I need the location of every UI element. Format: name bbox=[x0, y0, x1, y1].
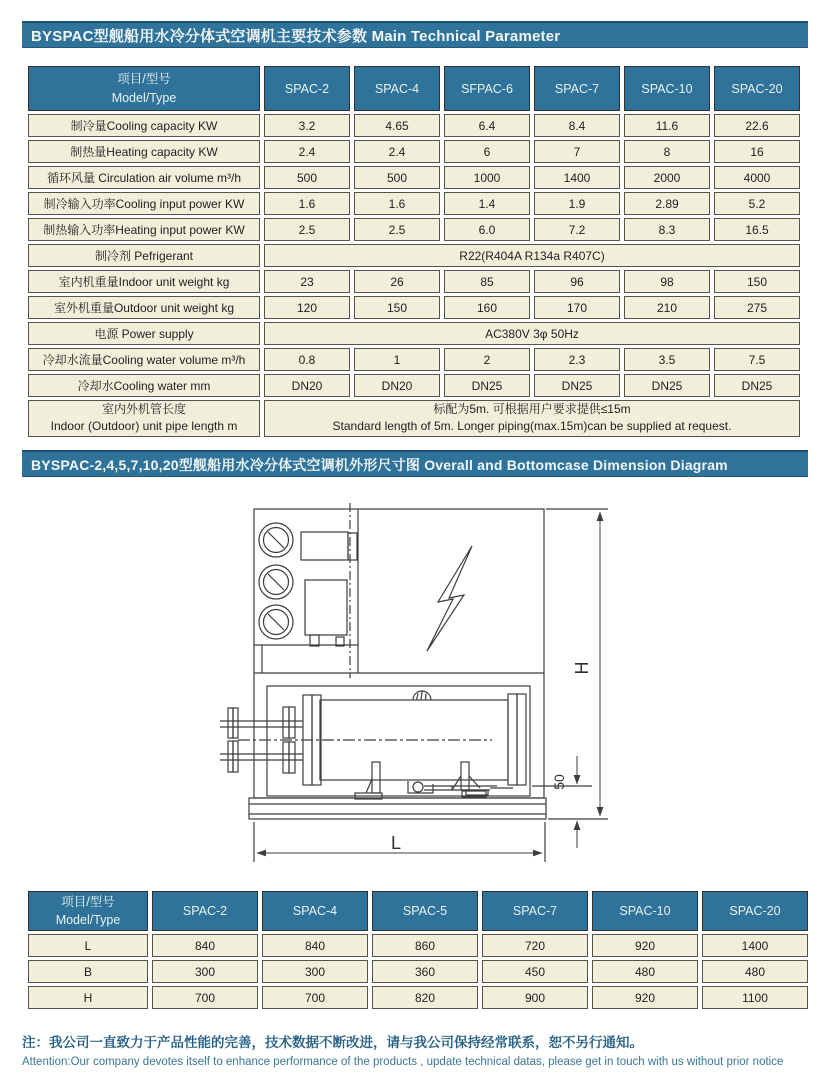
table-row bbox=[28, 400, 800, 437]
cell: 6.0 bbox=[444, 218, 530, 241]
cell: 500 bbox=[264, 166, 350, 189]
table-header-row bbox=[28, 66, 800, 111]
model-header: SPAC-4 bbox=[354, 66, 440, 111]
row-label: B bbox=[28, 960, 148, 983]
row-label: 制冷量Cooling capacity KW bbox=[28, 114, 260, 137]
cell: 1 bbox=[354, 348, 440, 371]
cabinet-outline bbox=[220, 503, 608, 862]
cell: 920 bbox=[592, 934, 698, 957]
pipe-length-value-en: Standard length of 5m. Longer piping(max.15m)can be supplied at request. bbox=[332, 419, 732, 434]
pipe-length-label-zh: 室内外机管长度 bbox=[101, 402, 186, 416]
pressure-gauges-icon bbox=[259, 523, 293, 639]
table-row bbox=[28, 270, 800, 293]
cell: 4.65 bbox=[354, 114, 440, 137]
table-row bbox=[28, 140, 800, 163]
cell: 2.89 bbox=[624, 192, 710, 215]
cell: 920 bbox=[592, 986, 698, 1009]
corner-line1: 项目/型号 bbox=[61, 894, 115, 909]
cell: DN20 bbox=[354, 374, 440, 397]
model-header: SPAC-7 bbox=[482, 891, 588, 931]
corner-line2: Model/Type bbox=[55, 913, 121, 927]
cell: 7.2 bbox=[534, 218, 620, 241]
row-label: 制冷剂 Pefrigerant bbox=[28, 244, 260, 267]
dim-label-L: L bbox=[390, 833, 402, 853]
cell: DN25 bbox=[444, 374, 530, 397]
row-label: H bbox=[28, 986, 148, 1009]
cell: 1400 bbox=[702, 934, 808, 957]
cell: 275 bbox=[714, 296, 800, 319]
row-label: 制热输入功率Heating input power KW bbox=[28, 218, 260, 241]
cell: 700 bbox=[262, 986, 368, 1009]
cell: 2.3 bbox=[534, 348, 620, 371]
row-label: 电源 Power supply bbox=[28, 322, 260, 345]
cell: 300 bbox=[152, 960, 258, 983]
cell: 3.5 bbox=[624, 348, 710, 371]
dim-label-50: 50 bbox=[551, 774, 567, 790]
cell: 360 bbox=[372, 960, 478, 983]
model-header: SPAC-5 bbox=[372, 891, 478, 931]
cell: 150 bbox=[354, 296, 440, 319]
cell: 840 bbox=[152, 934, 258, 957]
cell: 700 bbox=[152, 986, 258, 1009]
cell: 860 bbox=[372, 934, 478, 957]
pipe-length-value-zh: 标配为5m. 可根据用户要求提供≤15m bbox=[433, 402, 631, 416]
cell: 0.8 bbox=[264, 348, 350, 371]
section1-title-bar bbox=[22, 21, 808, 48]
table-header-row bbox=[28, 891, 808, 931]
cell: 1.6 bbox=[354, 192, 440, 215]
cell: 120 bbox=[264, 296, 350, 319]
cell: 16.5 bbox=[714, 218, 800, 241]
model-header: SPAC-20 bbox=[702, 891, 808, 931]
cell: 2000 bbox=[624, 166, 710, 189]
cell: 11.6 bbox=[624, 114, 710, 137]
cell: 8.3 bbox=[624, 218, 710, 241]
cell: 16 bbox=[714, 140, 800, 163]
cell: 5.2 bbox=[714, 192, 800, 215]
cell: 23 bbox=[264, 270, 350, 293]
cell: 300 bbox=[262, 960, 368, 983]
span-cell bbox=[264, 400, 800, 437]
cell: 480 bbox=[592, 960, 698, 983]
model-header: SPAC-2 bbox=[264, 66, 350, 111]
row-label: L bbox=[28, 934, 148, 957]
corner-line1: 项目/型号 bbox=[117, 72, 171, 87]
cell: 500 bbox=[354, 166, 440, 189]
cell: 6.4 bbox=[444, 114, 530, 137]
table-row bbox=[28, 960, 808, 983]
cell: DN25 bbox=[624, 374, 710, 397]
row-label: 室内机重量Indoor unit weight kg bbox=[28, 270, 260, 293]
model-header: SFPAC-6 bbox=[444, 66, 530, 111]
cell: 840 bbox=[262, 934, 368, 957]
table-row bbox=[28, 986, 808, 1009]
cell: 98 bbox=[624, 270, 710, 293]
cell: 4000 bbox=[714, 166, 800, 189]
cell: 6 bbox=[444, 140, 530, 163]
cell: 96 bbox=[534, 270, 620, 293]
section2-title-bar bbox=[22, 450, 808, 477]
corner-header-cell bbox=[28, 891, 148, 931]
table-row bbox=[28, 322, 800, 345]
row-label: 循环风量 Circulation air volume m³/h bbox=[28, 166, 260, 189]
cell: 22.6 bbox=[714, 114, 800, 137]
lightning-bolt-icon bbox=[427, 546, 472, 651]
cell: 820 bbox=[372, 986, 478, 1009]
cell: 1100 bbox=[702, 986, 808, 1009]
cell: 8.4 bbox=[534, 114, 620, 137]
model-header: SPAC-10 bbox=[592, 891, 698, 931]
table-row bbox=[28, 166, 800, 189]
model-header: SPAC-10 bbox=[624, 66, 710, 111]
cell: 7 bbox=[534, 140, 620, 163]
dimension-table bbox=[24, 888, 812, 1012]
section1-title: BYSPAC型舰船用水冷分体式空调机主要技术参数 Main Technical Parameter bbox=[31, 28, 561, 45]
unit-outline-drawing bbox=[210, 488, 640, 878]
corner-header-cell bbox=[28, 66, 260, 111]
cell: 85 bbox=[444, 270, 530, 293]
row-label: 冷却水Cooling water mm bbox=[28, 374, 260, 397]
section2-title: BYSPAC-2,4,5,7,10,20型舰船用水冷分体式空调机外形尺寸图 Overall and Bottomcase Dimension Diagram bbox=[31, 457, 728, 473]
table-row bbox=[28, 192, 800, 215]
dim-label-H: H bbox=[572, 661, 592, 675]
cell: 1.4 bbox=[444, 192, 530, 215]
cell: 7.5 bbox=[714, 348, 800, 371]
table-row bbox=[28, 296, 800, 319]
footer-note bbox=[22, 1034, 828, 1071]
corner-line2: Model/Type bbox=[111, 90, 177, 105]
main-technical-parameter-table bbox=[24, 63, 804, 440]
cell: 2.5 bbox=[354, 218, 440, 241]
model-header: SPAC-20 bbox=[714, 66, 800, 111]
table-row bbox=[28, 244, 800, 267]
footer-note-zh: 注：我公司一直致力于产品性能的完善，技术数据不断改进，请与我公司保持经常联系，恕不另行通知。 bbox=[22, 1035, 643, 1050]
cell: 720 bbox=[482, 934, 588, 957]
cell: 160 bbox=[444, 296, 530, 319]
cell: 2.5 bbox=[264, 218, 350, 241]
row-label: 制热量Heating capacity KW bbox=[28, 140, 260, 163]
cell: 1400 bbox=[534, 166, 620, 189]
table-row bbox=[28, 348, 800, 371]
dimension-diagram bbox=[210, 488, 640, 878]
row-label: 冷却水流量Cooling water volume m³/h bbox=[28, 348, 260, 371]
cell: DN25 bbox=[534, 374, 620, 397]
cell: 170 bbox=[534, 296, 620, 319]
cell: 2.4 bbox=[354, 140, 440, 163]
model-header: SPAC-7 bbox=[534, 66, 620, 111]
table-row bbox=[28, 218, 800, 241]
model-header: SPAC-2 bbox=[152, 891, 258, 931]
table-row bbox=[28, 374, 800, 397]
cell: 450 bbox=[482, 960, 588, 983]
span-cell: R22(R404A R134a R407C) bbox=[264, 244, 800, 267]
cell: 8 bbox=[624, 140, 710, 163]
cell: 480 bbox=[702, 960, 808, 983]
cell: 210 bbox=[624, 296, 710, 319]
row-label: 制冷输入功率Cooling input power KW bbox=[28, 192, 260, 215]
cell: 150 bbox=[714, 270, 800, 293]
table-row bbox=[28, 934, 808, 957]
table-row bbox=[28, 114, 800, 137]
cell: 26 bbox=[354, 270, 440, 293]
span-cell: AC380V 3φ 50Hz bbox=[264, 322, 800, 345]
row-label: 室外机重量Outdoor unit weight kg bbox=[28, 296, 260, 319]
cell: 1.9 bbox=[534, 192, 620, 215]
cell: 1000 bbox=[444, 166, 530, 189]
cell: 900 bbox=[482, 986, 588, 1009]
cell: 3.2 bbox=[264, 114, 350, 137]
cell: DN25 bbox=[714, 374, 800, 397]
pipe-length-label-en: Indoor (Outdoor) unit pipe length m bbox=[50, 419, 238, 434]
cell: 2 bbox=[444, 348, 530, 371]
row-label bbox=[28, 400, 260, 437]
cell: DN20 bbox=[264, 374, 350, 397]
model-header: SPAC-4 bbox=[262, 891, 368, 931]
cell: 2.4 bbox=[264, 140, 350, 163]
footer-note-en: Attention:Our company devotes itself to enhance performance of the products , update technical datas, please get in touch with us without prior notice bbox=[22, 1056, 784, 1068]
cell: 1.6 bbox=[264, 192, 350, 215]
